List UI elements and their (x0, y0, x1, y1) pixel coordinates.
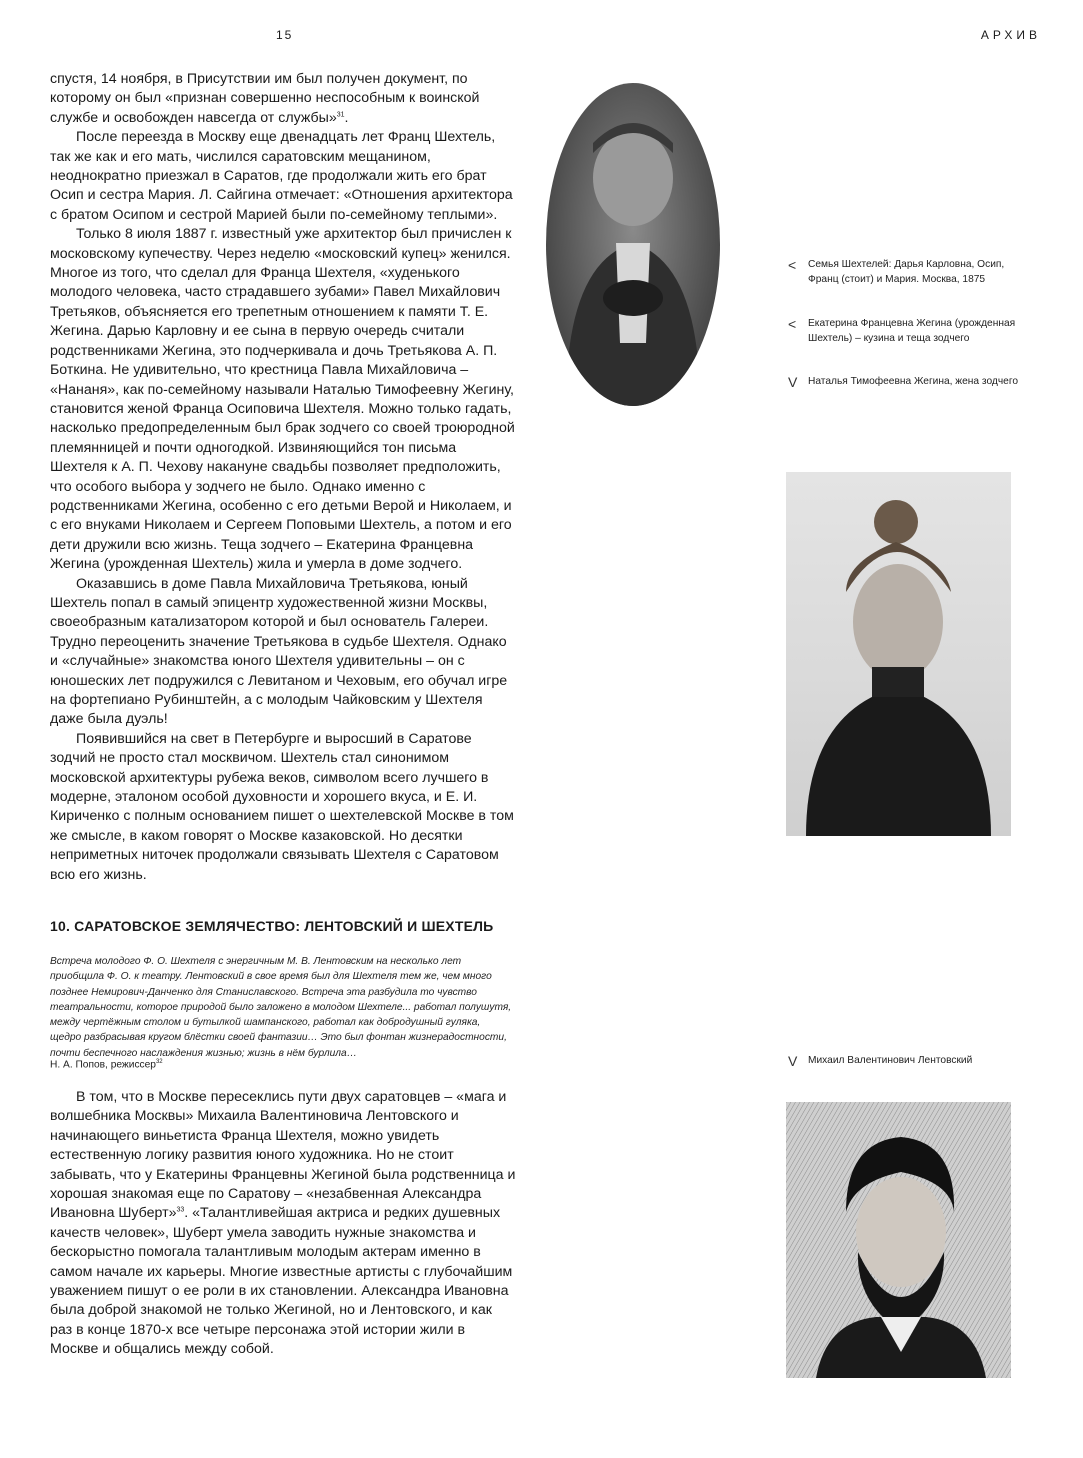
portrait-photo-oval (546, 83, 720, 406)
caption-text: Наталья Тимофеевна Жегина, жена зодчего (808, 376, 1018, 387)
second-article-text (50, 1088, 516, 1360)
caption-text: Семья Шехтелей: Дарья Карловна, Осип, Франц (стоит) и Мария. Москва, 1875 (808, 259, 1005, 285)
page-number: 15 (276, 28, 294, 42)
paragraph (50, 70, 516, 128)
portrait-photo-young-woman (786, 472, 1011, 836)
section-heading: 10. САРАТОВСКОЕ ЗЕМЛЯЧЕСТВО: ЛЕНТОВСКИЙ И ШЕХТЕЛЬ (50, 918, 494, 934)
paragraph: После переезда в Москву еще двенадцать лет Франц Шехтель, так же как и его мать, числился саратовским мещанином, неоднократно приезжал в Саратов, где продолжали жить его брат Осип и сестра Мария. Л. Сайгина отмечает: «Отношения архитектора с братом Осипом и сестрой Марией были по-семейному теплыми». (50, 129, 513, 223)
caption-text: Екатерина Францевна Жегина (урожденная Шехтель) – кузина и теща зодчего (808, 318, 1016, 344)
main-article-text (50, 70, 516, 885)
paragraph-text: В том, что в Москве пересеклись пути двух саратовцев – «мага и волшебника Москвы» Михаила Валентиновича Лентовского и начинающего виньетиста Франца Шехтеля, можно увидеть естественную логику развития юного художника. Но не стоит забывать, что у Екатерины Францевны Жегиной была родственница и хорошая знакомая еще по Саратову – «незабвенная Александра Ивановна Шуберт» (50, 1089, 516, 1222)
caption-text: Михаил Валентинович Лентовский (808, 1055, 973, 1066)
arrow-left-icon: < (788, 316, 797, 332)
paragraph: Оказавшись в доме Павла Михайловича Третьякова, юный Шехтель попал в самый эпицентр художественной жизни Москвы, своеобразным катализатором которой и был основатель Галереи. Трудно переоценить значение Третьякова в судьбе Шехтеля. Однако и «случайные» знакомства юного Шехтеля удивительны – он с юношеских лет подружился с Левитаном и Чеховым, его обучал игре на фортепиано Рубинштейн, а с молодым Чайковским у Шехтеля даже была дуэль! (50, 575, 508, 728)
paragraph-text: . «Талантливейшая актриса и редких душевных качеств человек», Шуберт умела заводить нужные знакомства и бескорыстно помогала талантливым молодым актерам именно в самом начале их карьеры. Многие известные артисты с глубочайшим уважением пишут о ее роли в их становлении. Александра Ивановна была доброй знакомой не только Жегиной, но и Лентовского, и как раз в конце 1870-х все четыре персонажа этой истории жили в Москве и общались между собой. (50, 1205, 513, 1358)
paragraph (50, 1088, 516, 1360)
paragraph: Только 8 июля 1887 г. известный уже архитектор был причислен к московскому купечеству. Через неделю «московский купец» женился. Многое из того, что сделал для Франца Шехтеля, «худенького молодого человека, часто страдавшего зубами» Павел Михайлович Третьяков, объясняется его трепетным отношением к памяти Т. Е. Жегина. Дарью Карловну и ее сына в первую очередь считали родственниками Жегина, это подчеркивала и дочь Третьякова А. П. Боткина. Не удивительно, что крестница Павла Михайловича – «Нананя», как по-семейному называли Наталью Тимофеевну Жегину, становится женой Франца Осиповича Шехтеля. Можно только гадать, насколько предопределенным был брак зодчего со своей троюродной племянницей и почти одногодкой. Извиняющийся тон письма Шехтеля к А. П. Чехову накануне свадьбы позволяет предположить, что особого выбора у зодчего не было. Однако именно с родственниками Жегина, особенно с его детьми Верой и Николаем, и с его внуками Николаем и Сергеем Поповыми Шехтель, а потом и его дети дружили всю жизнь. Теща зодчего – Екатерина Францевна Жегина (урожденная Шехтель) жила и умерла в доме зодчего. (50, 226, 515, 573)
arrow-left-icon: < (788, 257, 797, 273)
portrait-engraving-man (786, 1102, 1011, 1378)
paragraph-text: спустя, 14 ноября, в Присутствии им был получен документ, по которому он был «признан совершенно неспособным к воинской службе и освобожден навсегда от службы» (50, 71, 480, 126)
paragraph: Появившийся на свет в Петербурге и выросший в Саратове зодчий не просто стал москвичом. Шехтель стал синонимом московской архитектуры рубежа веков, символом всего лучшего в модерне, эталоном особой духовности и хорошего вкуса, и Е. И. Кириченко с полным основанием пишет о шехтелевской Москве в том же смысле, в каком говорят о Москве казаковской. Но десятки неприметных ниточек продолжали связывать Шехтеля с Саратовом всю его жизнь. (50, 730, 514, 883)
photo-caption (788, 1054, 1048, 1069)
epigraph: Встреча молодого Ф. О. Шехтеля с энергичным М. В. Лентовским на несколько лет приобщила Ф. О. к театру. Лентовский в свое время был для Шехтеля тем же, чем много позднее Немирович-Данченко для Станиславского. Встреча эта разбудила то чувство театральности, которое природой было заложено в молодом Шехтеле... работал полушутя, между чертёжным столом и бутылкой шампанского, работал как добродушный гуляка, щедро разбрасывая кругом блёстки своей фантазии… Это был фонтан жизнерадостности, почти беспечного наслаждения жизнью; жизнь в нём бурлила… (50, 956, 512, 1059)
arrow-down-icon: V (788, 1053, 798, 1069)
photo-caption (788, 317, 1028, 346)
paragraph-end: . (344, 109, 349, 126)
section-title: АРХИВ (980, 28, 1041, 42)
photo-caption (788, 375, 1028, 390)
arrow-down-icon: V (788, 374, 798, 390)
footnote-ref: 33 (176, 1206, 185, 1214)
footnote-ref: 32 (155, 1059, 163, 1065)
epigraph-author-name: Н. А. Попов, режиссер (50, 1059, 156, 1071)
epigraph-author (50, 1059, 163, 1070)
photo-caption (788, 258, 1028, 287)
footnote-ref: 31 (336, 111, 345, 119)
